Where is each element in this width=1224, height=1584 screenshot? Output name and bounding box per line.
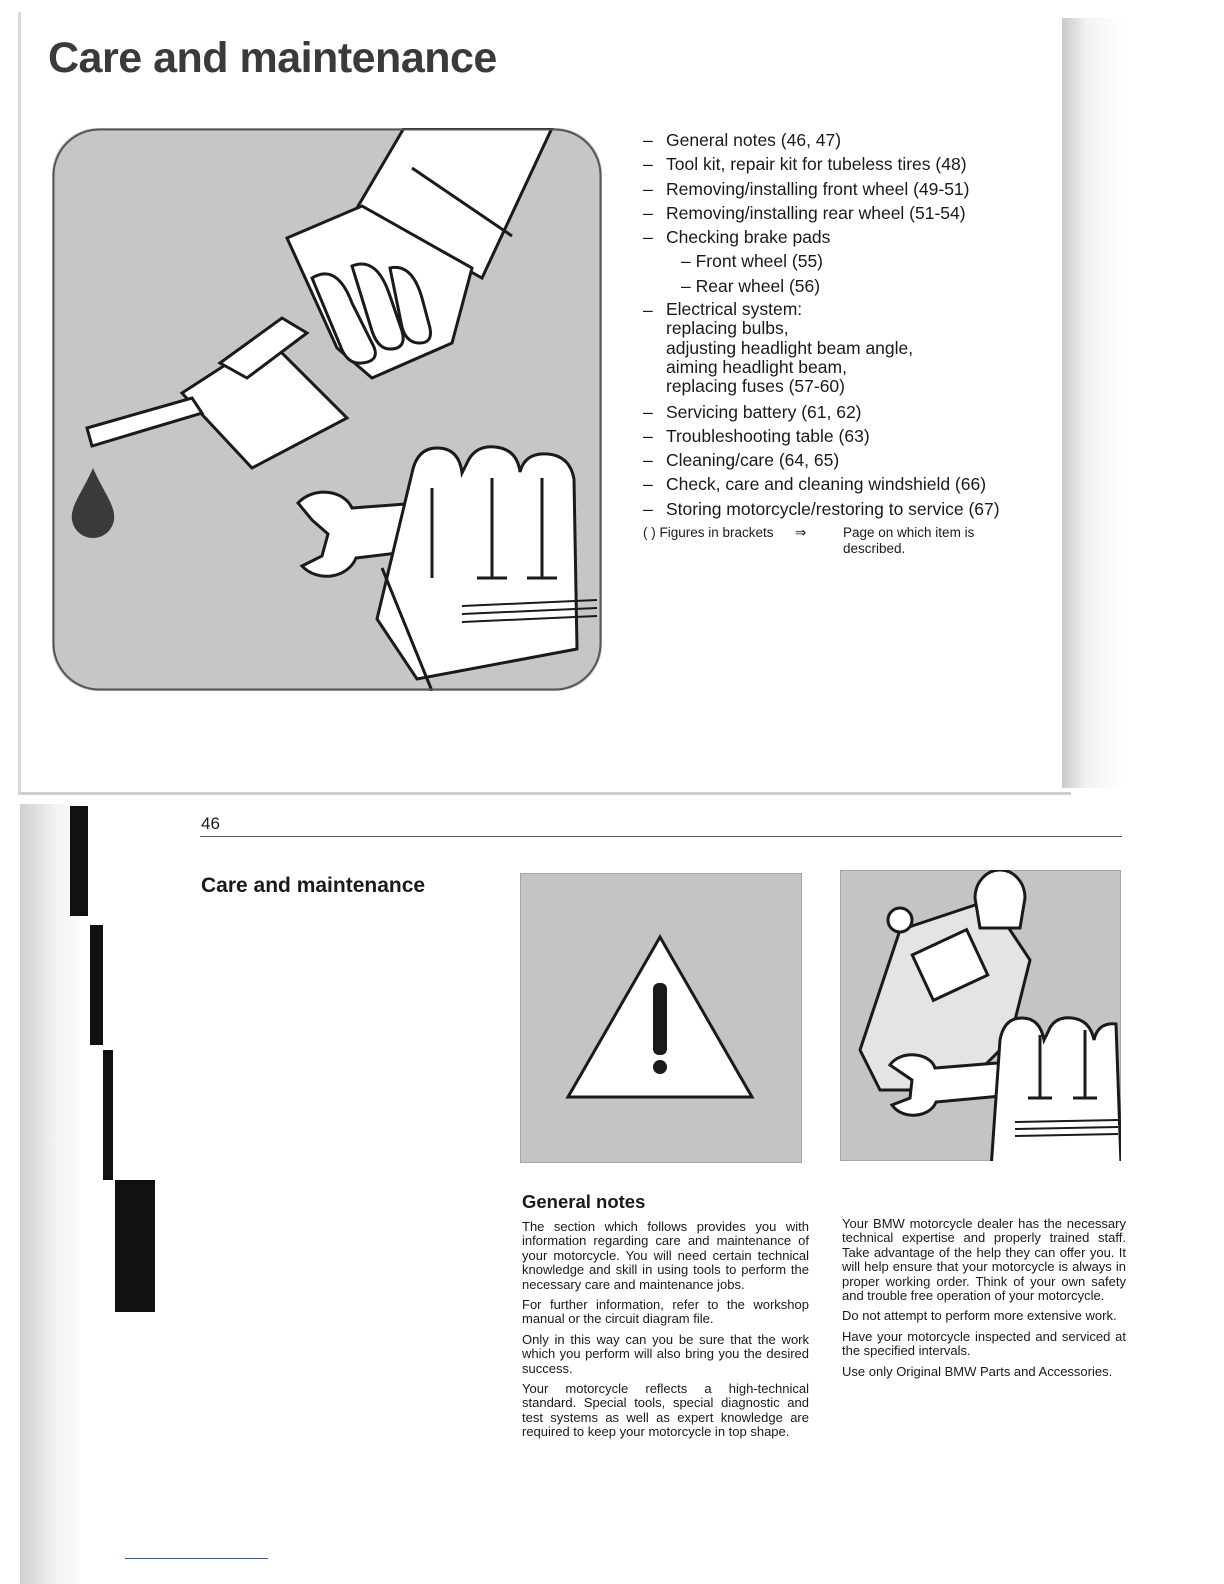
general-notes-right-column [842,1217,1126,1385]
toc-subitem: – Front wheel (55) [681,251,824,272]
paragraph: Your motorcycle reflects a high-technical standard. Special tools, special diagnostic and test systems as well as expert knowledge are required to keep your motorcycle in top shape. [522,1381,809,1440]
arrow-icon: ⇒ [795,525,807,541]
thumb-index-tab [90,925,103,1045]
page-title: Care and maintenance [48,34,497,82]
divider [200,836,1122,837]
toc-subitem: – Rear wheel (56) [681,275,821,296]
paragraph: For further information, refer to the workshop manual or the circuit diagram file. [522,1297,809,1327]
maintenance-illustration [52,128,602,691]
toc-item: – Storing motorcycle/restoring to service (67) [643,498,1000,519]
warning-triangle-icon [520,873,802,1163]
paragraph: Have your motorcycle inspected and serviced at the specified intervals. [842,1328,1126,1359]
thumb-index-tab [115,1180,155,1312]
thumb-index-tab [70,806,88,916]
toc-item: – Cleaning/care (64, 65) [643,450,840,471]
toc-item: – Troubleshooting table (63) [643,425,870,446]
toc-item: – Check, care and cleaning windshield (66) [643,474,987,495]
paragraph: Use only Original BMW Parts and Accessories. [842,1363,1113,1379]
toc-item: – Servicing battery (61, 62) [643,401,862,422]
helmet-shape [975,870,1025,928]
motorcycle-wrench-icon [840,870,1121,1161]
warning-image [520,873,802,1163]
general-notes-heading: General notes [522,1191,646,1212]
paragraph: Do not attempt to perform more extensive work. [842,1308,1117,1324]
toc-item: – Checking brake pads [643,227,831,248]
page-number: 46 [201,814,220,833]
toc-item: – Electrical system: replacing bulbs, adjusting headlight beam angle, aiming headlight beam, replacing fuses (57-60) [643,299,914,397]
paragraph: Your BMW motorcycle dealer has the necessary technical expertise and properly trained staff. Take advantage of the help they can offer you. It will help ensure that your motorcycle is always in proper working order. Think of your own safety and trouble free operation of your motorcycle. [842,1216,1126,1304]
paragraph: Only in this way can you be sure that the work which you perform will also bring you the desired success. [522,1331,809,1376]
toc-item: – Removing/installing front wheel (49-51) [643,178,970,199]
thumb-index-tab [103,1050,113,1180]
motorcycle-service-image [840,870,1121,1161]
toc-item: – Removing/installing rear wheel (51-54) [643,202,966,223]
section-title: Care and maintenance [201,874,426,897]
toc-item: – Tool kit, repair kit for tubeless tires (48) [643,154,967,175]
toc-legend: ( ) Figures in brackets ⇒ Page on which item is described. [643,525,975,557]
general-notes-left-column [522,1220,809,1446]
page-edge-shadow [20,804,80,1584]
paragraph: The section which follows provides you with information regarding care and maintenance of your motorcycle. You will need certain technical knowledge and skill in using tools to perform the necessary care and maintenance jobs. [522,1219,809,1292]
glove-shape [991,1018,1121,1161]
page-edge-shadow [1062,18,1124,788]
footer-rule [125,1558,268,1559]
toc-item: – General notes (46, 47) [643,130,842,150]
contents-list [643,128,1043,557]
